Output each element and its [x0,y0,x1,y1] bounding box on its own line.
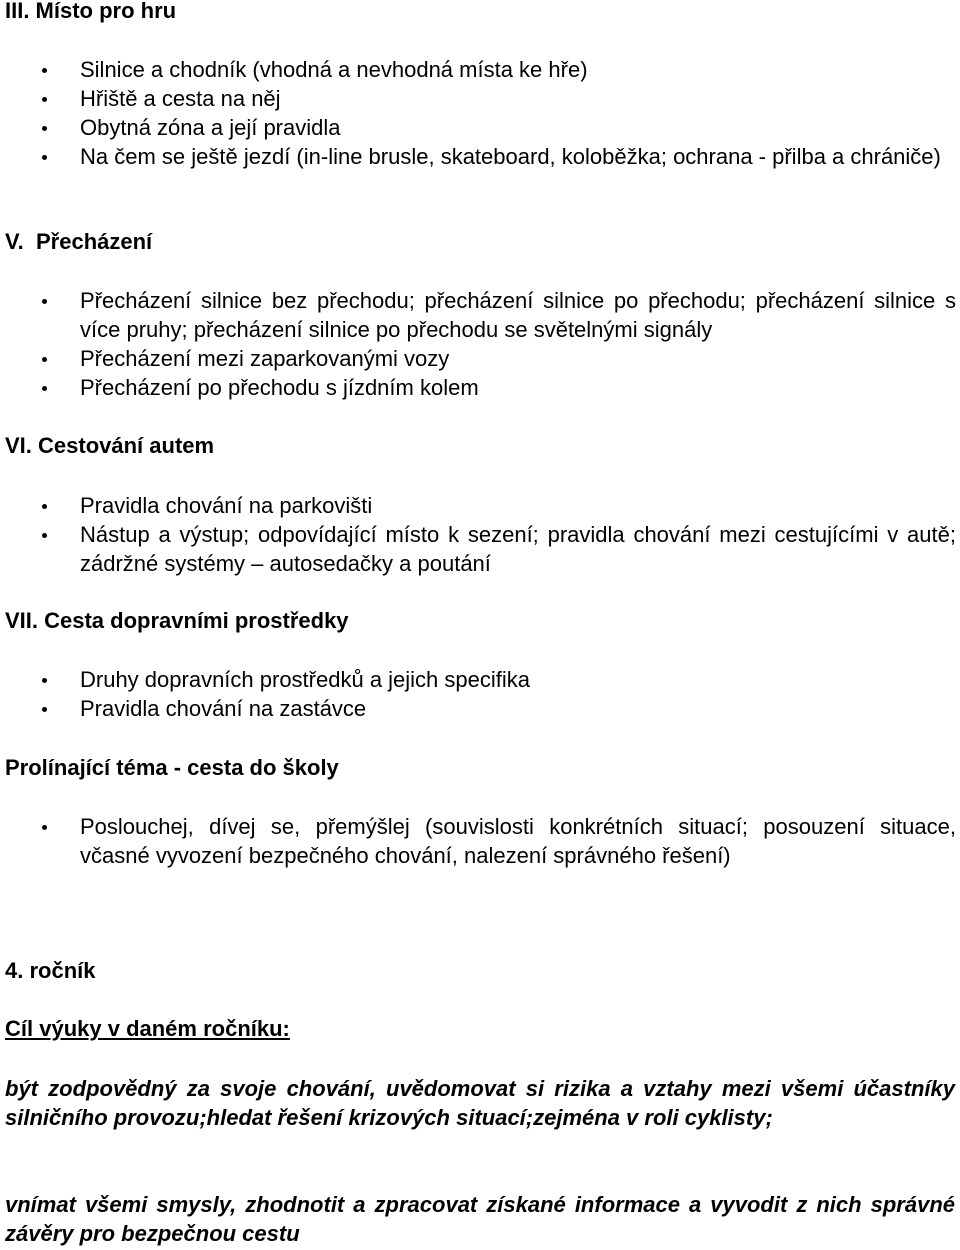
bullet-list-prechazeni [0,286,960,402]
bullet-icon [42,155,47,160]
section-heading-prechazeni: V. Přecházení [5,229,153,254]
list-item: Pravidla chování na parkovišti [0,491,960,520]
bullet-icon [42,707,47,712]
list-item: Přecházení mezi zaparkovanými vozy [0,344,960,373]
list-item: Pravidla chování na zastávce [0,694,960,723]
list-item: Druhy dopravních prostředků a jejich specifika [0,665,960,694]
list-item: Obytná zóna a její pravidla [0,113,960,142]
bullet-icon [42,825,47,830]
bullet-icon [42,678,47,683]
bullet-list-prolinajici-tema [0,812,960,870]
bullet-list-cesta-dopravnimi-prostredky [0,665,960,723]
bullet-icon [42,357,47,362]
goal-paragraph-1: být zodpovědný za svoje chování, uvědomovat si rizika a vztahy mezi všemi účastníky silničního provozu;hledat řešení krizových situací;zejména v roli cyklisty; [5,1076,955,1130]
list-item: Přecházení silnice bez přechodu; přecházení silnice po přechodu; přecházení silnice s více pruhy; přecházení silnice po přechodu se světelnými signály [0,286,960,344]
section-heading-prolinajici-tema: Prolínající téma - cesta do školy [5,755,339,780]
goal-paragraph-2: vnímat všemi smysly, zhodnotit a zpracovat získané informace a vyvodit z nich správné závěry pro bezpečnou cestu [5,1192,955,1246]
bullet-icon [42,299,47,304]
bullet-list-misto-pro-hru [0,55,960,171]
bullet-icon [42,504,47,509]
bullet-icon [42,68,47,73]
list-item: Hřiště a cesta na něj [0,84,960,113]
goal-heading: Cíl výuky v daném ročníku: [5,1016,290,1041]
bullet-list-cestovani-autem [0,491,960,578]
list-item: Poslouchej, dívej se, přemýšlej (souvislosti konkrétních situací; posouzení situace, včasné vyvození bezpečného chování, nalezení správného řešení) [0,812,960,870]
bullet-icon [42,386,47,391]
bullet-icon [42,533,47,538]
section-heading-misto-pro-hru: III. Místo pro hru [5,0,177,23]
bullet-icon [42,126,47,131]
section-heading-cestovani-autem: VI. Cestování autem [5,433,215,458]
section-heading-cesta-dopravnimi-prostredky: VII. Cesta dopravními prostředky [5,608,349,633]
bullet-icon [42,97,47,102]
list-item: Silnice a chodník (vhodná a nevhodná místa ke hře) [0,55,960,84]
list-item: Nástup a výstup; odpovídající místo k sezení; pravidla chování mezi cestujícími v autě; zádržné systémy – autosedačky a poutání [0,520,960,578]
grade-title: 4. ročník [5,958,96,983]
list-item: Na čem se ještě jezdí (in-line brusle, skateboard, koloběžka; ochrana - přilba a chrániče) [0,142,960,171]
list-item: Přecházení po přechodu s jízdním kolem [0,373,960,402]
